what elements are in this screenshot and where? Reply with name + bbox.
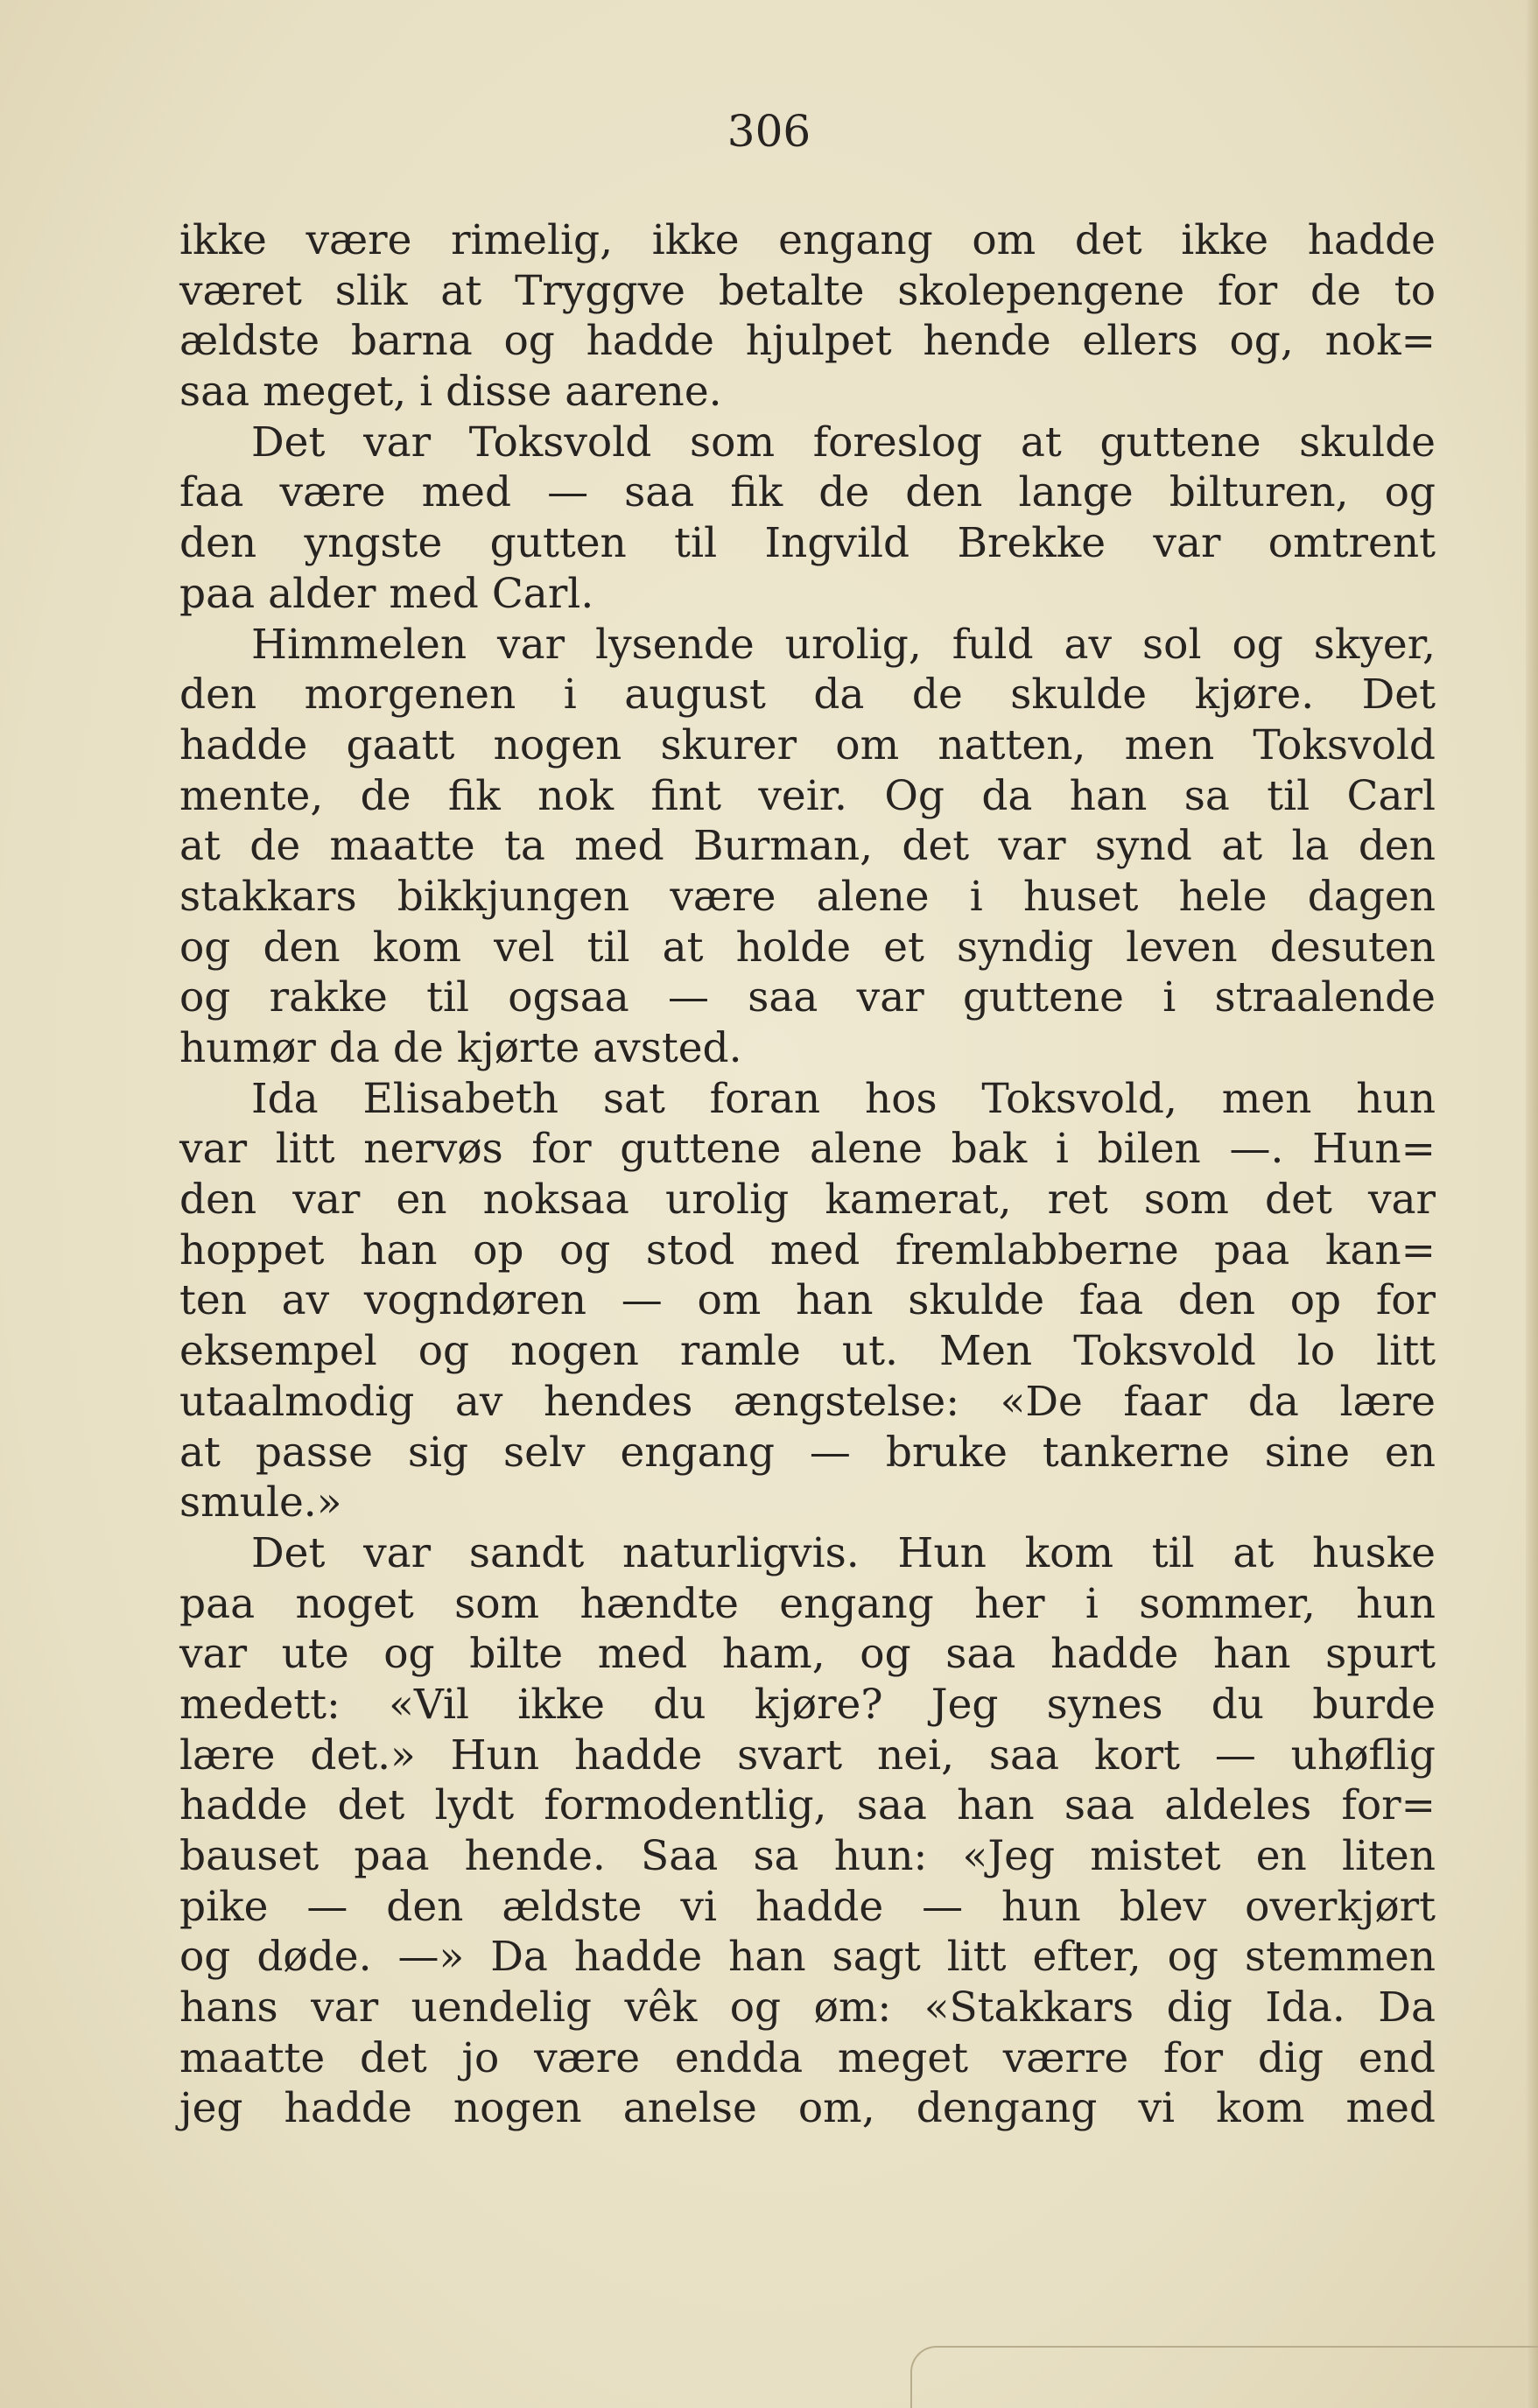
text-line: ikke være rimelig, ikke engang om det ikke hadde	[179, 216, 1436, 264]
text-line: pike — den ældste vi hadde — hun blev overkjørt	[179, 1882, 1436, 1931]
text-line: saa meget, i disse aarene.	[179, 368, 722, 417]
text-line: stakkars bikkjungen være alene i huset hele dagen	[179, 872, 1436, 921]
text-line: paa alder med Carl.	[179, 569, 594, 618]
text-line: medett: «Vil ikke du kjøre? Jeg synes du burde	[179, 1680, 1436, 1729]
text-line: hans var uendelig vêk og øm: «Stakkars dig Ida. Da	[179, 1983, 1436, 2032]
text-line: at de maatte ta med Burman, det var synd at la den	[179, 822, 1436, 871]
text-line: at passe sig selv engang — bruke tankerne sine en	[179, 1428, 1436, 1477]
text-line: lære det.» Hun hadde svart nei, saa kort — uhøflig	[179, 1731, 1436, 1780]
text-line: og døde. —» Da hadde han sagt litt efter, og stemmen	[179, 1933, 1436, 1982]
text-line: var ute og bilte med ham, og saa hadde han spurt	[179, 1630, 1436, 1679]
text-line: humør da de kjørte avsted.	[179, 1024, 742, 1072]
text-line: smule.»	[179, 1478, 342, 1527]
text-line: paa noget som hændte engang her i sommer, hun	[179, 1579, 1436, 1628]
text-line: Det var Toksvold som foreslog at guttene skulde	[251, 418, 1436, 467]
body-text	[179, 215, 1436, 2134]
text-line: og rakke til ogsaa — saa var guttene i straalende	[179, 973, 1436, 1022]
text-line: maatte det jo være endda meget værre for dig end	[179, 2033, 1436, 2082]
text-line: hoppet han op og stod med fremlabberne paa kan=	[179, 1225, 1436, 1274]
page-edge-shadow	[1526, 0, 1538, 2408]
text-line: Det var sandt naturligvis. Hun kom til at huske	[251, 1528, 1436, 1577]
text-line: jeg hadde nogen anelse om, dengang vi kom med	[179, 2084, 1436, 2133]
text-line: var litt nervøs for guttene alene bak i bilen —. Hun=	[179, 1125, 1436, 1174]
text-line: den yngste gutten til Ingvild Brekke var omtrent	[179, 519, 1436, 568]
page-corner-mark	[910, 2346, 1538, 2408]
text-line: og den kom vel til at holde et syndig leven desuten	[179, 923, 1436, 972]
text-line: mente, de fik nok fint veir. Og da han sa til Carl	[179, 771, 1436, 820]
page-number: 306	[727, 106, 811, 157]
text-line: Ida Elisabeth sat foran hos Toksvold, men hun	[251, 1074, 1436, 1123]
text-line: den var en noksaa urolig kamerat, ret som det var	[179, 1176, 1436, 1225]
text-line: hadde det lydt formodentlig, saa han saa aldeles for=	[179, 1781, 1436, 1830]
text-line: ældste barna og hadde hjulpet hende ellers og, nok=	[179, 317, 1436, 366]
text-line: eksempel og nogen ramle ut. Men Toksvold lo litt	[179, 1327, 1436, 1376]
text-line: Himmelen var lysende urolig, fuld av sol og skyer,	[251, 620, 1436, 669]
text-line: den morgenen i august da de skulde kjøre. Det	[179, 670, 1436, 720]
text-line: været slik at Tryggve betalte skolepengene for de to	[179, 266, 1436, 315]
text-line: bauset paa hende. Saa sa hun: «Jeg mistet en liten	[179, 1832, 1436, 1880]
text-line: faa være med — saa fik de den lange bilturen, og	[179, 468, 1436, 517]
text-line: hadde gaatt nogen skurer om natten, men Toksvold	[179, 720, 1436, 769]
text-line: utaalmodig av hendes ængstelse: «De faar da lære	[179, 1377, 1436, 1426]
text-line: ten av vogndøren — om han skulde faa den op for	[179, 1276, 1436, 1325]
